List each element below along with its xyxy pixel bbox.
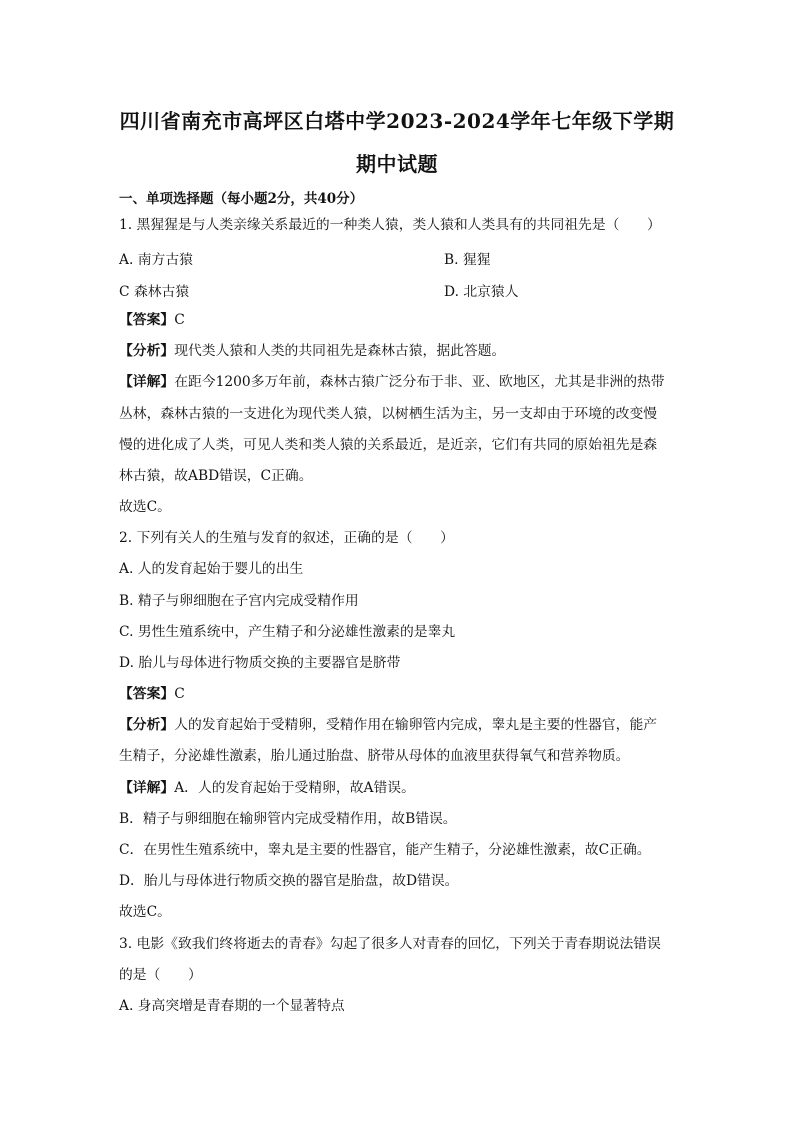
detail-text: 在距今1200多万年前，森林古猿广泛分布于非、亚、欧地区，尤其是非洲的热带 (174, 374, 665, 390)
q2-answer (119, 685, 185, 703)
q2-option-c: C. 男性生殖系统中，产生精子和分泌雄性激素的是睾丸 (119, 624, 456, 640)
question-3-stem-line-1: 3. 电影《致我们终将逝去的青春》勾起了很多人对青春的回忆，下列关于青春期说法错误 (119, 936, 661, 952)
detail-text: A．人的发育起始于受精卵，故A错误。 (174, 780, 415, 796)
q1-detail-line-2: 丛林，森林古猿的一支进化为现代类人猿，以树栖生活为主，另一支却由于环境的改变慢 (119, 406, 658, 422)
q1-option-a: A. 南方古猿 (119, 252, 193, 268)
q1-analysis (119, 342, 505, 360)
analysis-text: 人的发育起始于受精卵，受精作用在输卵管内完成，睾丸是主要的性器官，能产 (174, 717, 658, 733)
q1-detail-line-3: 慢的进化成了人类，可见人类和类人猿的关系最近，是近亲，它们有共同的原始祖先是森 (119, 437, 658, 453)
analysis-label: 【分析】 (119, 717, 175, 733)
document-title-line1: 四川省南充市高坪区白塔中学2023-2024学年七年级下学期 (119, 109, 675, 133)
q1-option-d: D. 北京猿人 (444, 284, 519, 300)
question-3-stem-line-2: 的是（ ） (119, 967, 202, 983)
q1-option-b: B. 猩猩 (444, 252, 491, 268)
q2-analysis-line-2: 生精子，分泌雄性激素，胎儿通过胎盘、脐带从母体的血液里获得氧气和营养物质。 (119, 748, 630, 764)
answer-label: 【答案】 (119, 312, 175, 328)
answer-label: 【答案】 (119, 686, 175, 702)
document-title-line2: 期中试题 (356, 152, 438, 176)
q2-option-d: D. 胎儿与母体进行物质交换的主要器官是脐带 (119, 655, 401, 671)
q3-option-a: A. 身高突增是青春期的一个显著特点 (119, 998, 345, 1014)
analysis-text: 现代类人猿和人类的共同祖先是森林古猿，据此答题。 (174, 343, 506, 359)
section-header-single-choice: 一、单项选择题（每小题2分，共40分） (119, 191, 364, 207)
q2-option-b: B. 精子与卵细胞在子宫内完成受精作用 (119, 593, 359, 609)
q2-detail-line-2: B．精子与卵细胞在输卵管内完成受精作用，故B错误。 (119, 811, 457, 827)
question-2-stem: 2. 下列有关人的生殖与发育的叙述，正确的是（ ） (119, 530, 454, 546)
q1-answer (119, 311, 185, 329)
q2-conclusion: 故选C。 (119, 904, 171, 920)
answer-value: C (174, 312, 185, 328)
q2-detail-line-4: D．胎儿与母体进行物质交换的器官是胎盘，故D错误。 (119, 873, 459, 889)
q1-option-c: C 森林古猿 (119, 284, 190, 300)
q2-analysis-line-1 (119, 716, 657, 734)
detail-label: 【详解】 (119, 780, 175, 796)
analysis-label: 【分析】 (119, 343, 175, 359)
detail-label: 【详解】 (119, 374, 175, 390)
q2-option-a: A. 人的发育起始于婴儿的出生 (119, 561, 304, 577)
q1-detail-line-4: 林古猿，故ABD错误，C正确。 (119, 468, 313, 484)
q1-conclusion: 故选C。 (119, 499, 171, 515)
q2-detail-line-3: C．在男性生殖系统中，睾丸是主要的性器官，能产生精子，分泌雄性激素，故C正确。 (119, 842, 651, 858)
q1-detail-line-1 (119, 373, 665, 391)
question-1-stem: 1. 黑猩猩是与人类亲缘关系最近的一种类人猿，类人猿和人类具有的共同祖先是（ ） (119, 217, 661, 233)
q2-detail-line-1 (119, 779, 415, 797)
answer-value: C (174, 686, 185, 702)
